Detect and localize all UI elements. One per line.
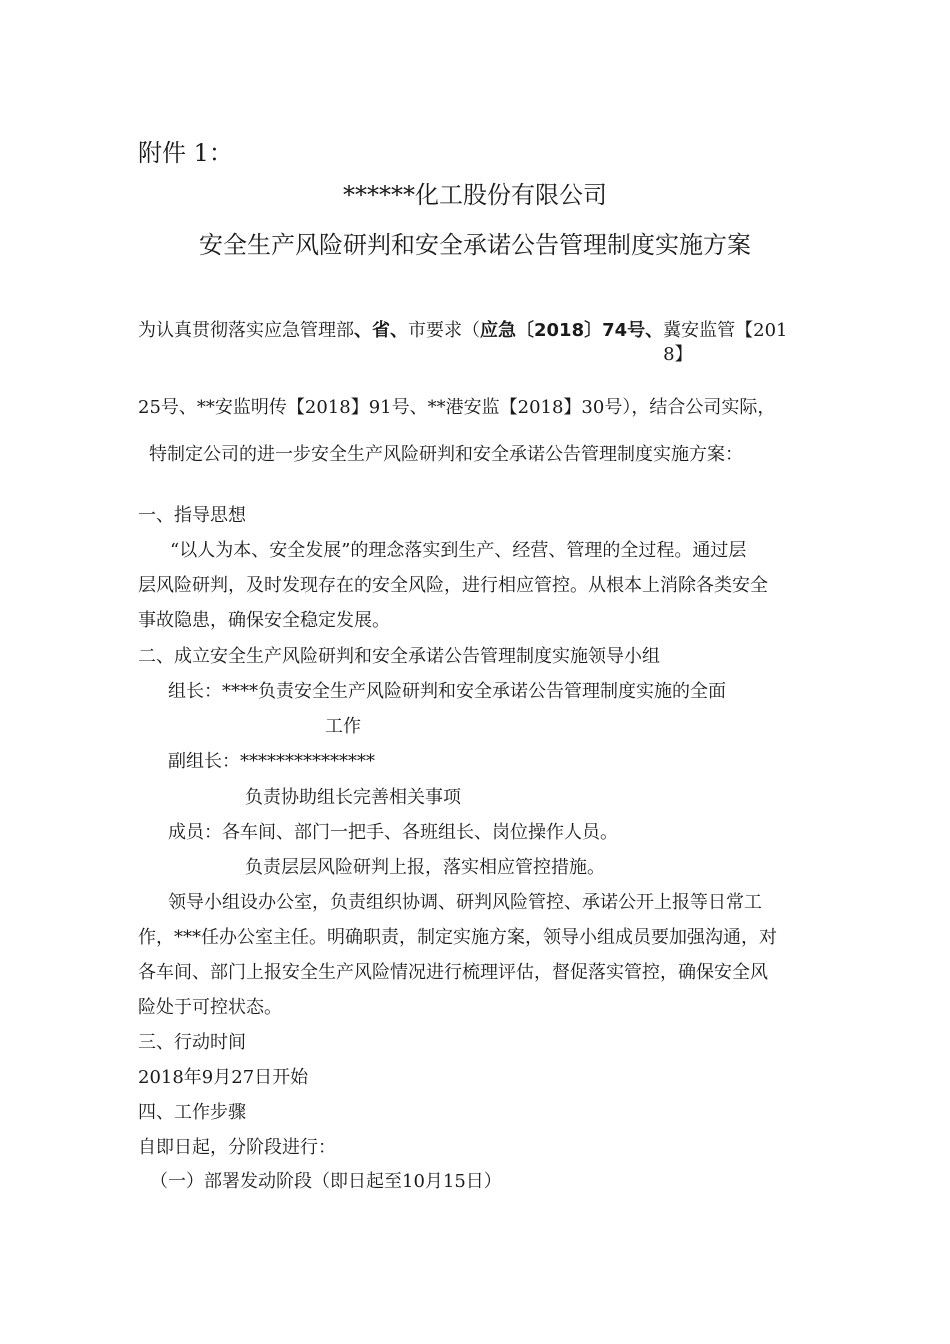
document-title: 安全生产风险研判和安全承诺公告管理制度实施方案: [199, 231, 751, 259]
leader-line: 组长：****负责安全生产风险研判和安全承诺公告管理制度实施的全面: [168, 681, 726, 702]
section-1-p1: “以人为本、安全发展”的理念落实到生产、经营、管理的全过程。通过层: [170, 540, 747, 561]
intro-line-1-d: 应急〔2018〕74号、: [480, 320, 664, 341]
intro-line-1: [138, 319, 950, 367]
office-p3: 各车间、部门上报安全生产风险情况进行梳理评估，督促落实管控，确保安全风: [138, 962, 768, 983]
intro-line-1-b: 、省、: [354, 320, 408, 341]
section-4-intro: 自即日起，分阶段进行：: [138, 1137, 336, 1158]
intro-line-1-e: 冀安监管【2018】: [663, 320, 788, 365]
intro-line-2: 25号、**安监明传【2018】91号、**港安监【2018】30号），结合公司实际，: [138, 397, 776, 418]
members-duty: 负责层层风险研判上报，落实相应管控措施。: [245, 857, 605, 878]
section-1-p2: 层风险研判，及时发现存在的安全风险，进行相应管控。从根本上消除各类安全: [138, 575, 768, 596]
office-p2: 作，***任办公室主任。明确职责，制定实施方案，领导小组成员要加强沟通，对: [138, 927, 777, 948]
deputy-duty: 负责协助组长完善相关事项: [245, 787, 461, 808]
intro-line-1-c: 市要求（: [408, 320, 480, 341]
leader-line-cont: 工作: [325, 716, 361, 737]
office-p4: 险处于可控状态。: [138, 997, 282, 1018]
section-4-heading: 四、工作步骤: [138, 1102, 246, 1123]
deputy-line: 副组长：***************: [168, 751, 375, 772]
section-3-date: 2018年9月27日开始: [138, 1067, 309, 1088]
intro-line-1-a: 为认真贯彻落实应急管理部: [138, 320, 354, 341]
intro-line-3: 特制定公司的进一步安全生产风险研判和安全承诺公告管理制度实施方案：: [149, 444, 743, 465]
section-4-stage-1: （一）部署发动阶段（即日起至10月15日）: [150, 1171, 502, 1192]
section-2-heading: 二、成立安全生产风险研判和安全承诺公告管理制度实施领导小组: [138, 646, 660, 667]
section-1-heading: 一、指导思想: [138, 505, 246, 526]
members-line: 成员：各车间、部门一把手、各班组长、岗位操作人员。: [168, 822, 618, 843]
company-name: ******化工股份有限公司: [343, 181, 607, 209]
office-p1: 领导小组设办公室，负责组织协调、研判风险管控、承诺公开上报等日常工: [168, 892, 762, 913]
section-1-p3: 事故隐患，确保安全稳定发展。: [138, 610, 390, 631]
attachment-label: 附件 1：: [138, 139, 233, 167]
intro-line-1-e-wrap: [663, 319, 950, 367]
section-3-heading: 三、行动时间: [138, 1032, 246, 1053]
